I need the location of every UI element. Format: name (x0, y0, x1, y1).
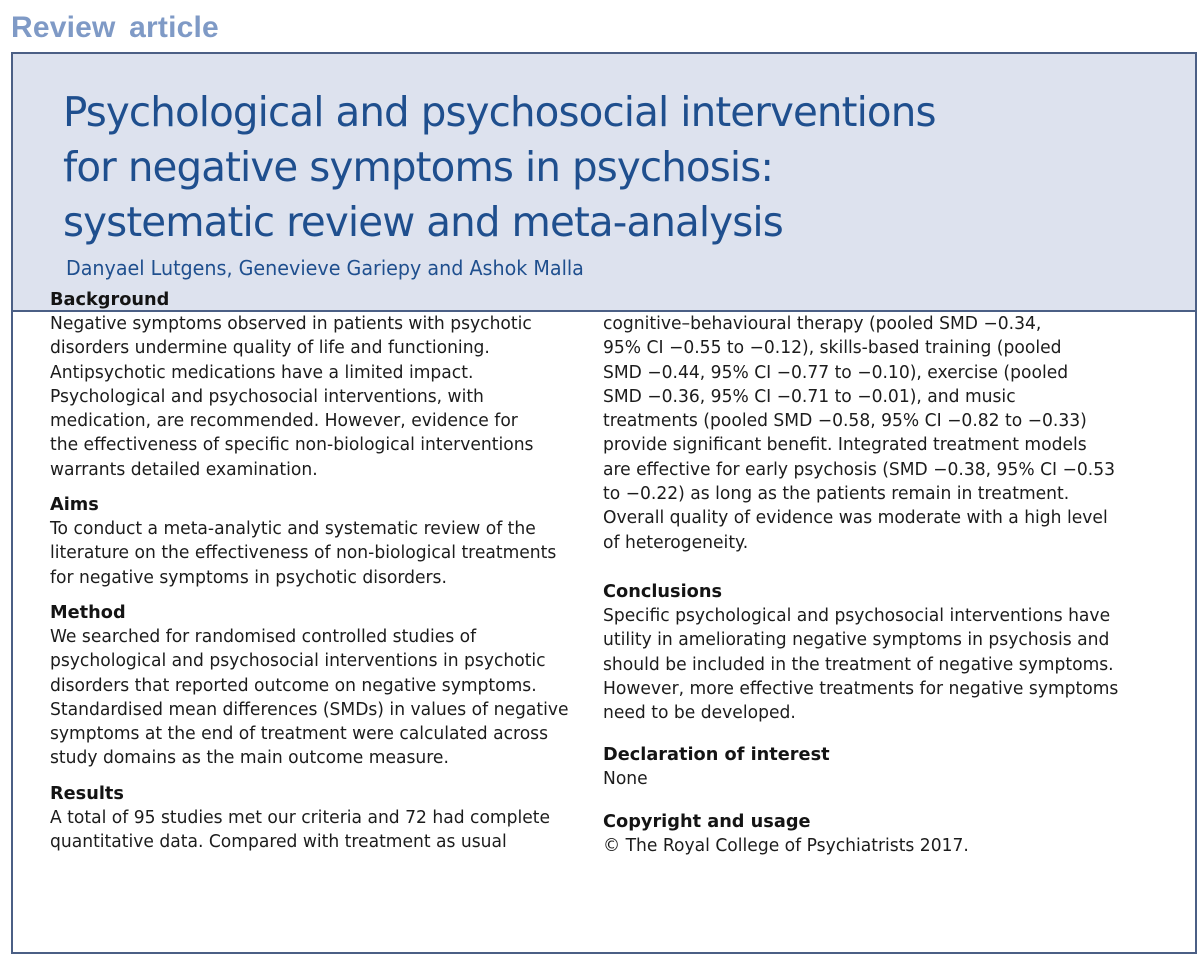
title-line: systematic review and meta-analysis (63, 198, 783, 246)
aims-section (50, 493, 582, 590)
method-text: We searched for randomised controlled studies of psychological and psychosocial interventions in psychotic disorders that reported outcome on negative symptoms. Standardised mean differences (SMDs) in values of negative symptoms at the end of treatment were calculated across study domains as the main outcome measure. (50, 626, 569, 769)
conclusions-heading: Conclusions (603, 580, 723, 602)
results-section (50, 782, 582, 855)
copyright-section (603, 810, 1155, 858)
aims-text: To conduct a meta-analytic and systematic review of the literature on the effectiveness of non-biological treatments for negative symptoms in psychotic disorders. (50, 519, 557, 588)
declaration-heading: Declaration of interest (603, 744, 830, 766)
aims-heading: Aims (50, 494, 99, 516)
results-text-part1: A total of 95 studies met our criteria and 72 had complete quantitative data. Compared with treatment as usual (50, 807, 551, 853)
article-title (63, 85, 1147, 250)
copyright-heading: Copyright and usage (603, 810, 811, 832)
title-line: for negative symptoms in psychosis: (63, 143, 774, 191)
title-panel (13, 54, 1195, 312)
conclusions-text: Specific psychological and psychosocial interventions have utility in ameliorating negative symptoms in psychosis and should be included in the treatment of negative symptoms. However, more effective treatments for negative symptoms need to be developed. (603, 605, 1119, 724)
conclusions-section (603, 580, 1155, 725)
method-section (50, 601, 582, 771)
copyright-text: © The Royal College of Psychiatrists 2017. (603, 835, 969, 856)
abstract-right-column (603, 312, 1155, 869)
results-text-part2: cognitive–behavioural therapy (pooled SMD −0.34, 95% CI −0.55 to −0.12), skills-based training (pooled SMD −0.44, 95% CI −0.77 to −0.10), exercise (pooled SMD −0.36, 95% CI −0.71 to −0.01), and music treatments (pooled SMD −0.58, 95% CI −0.82 to −0.33) provide significant benefit. Integrated treatment models are effective for early psychosis (SMD −0.38, 95% CI −0.53 to −0.22) as long as the patients remain in treatment. Overall quality of evidence was moderate with a high level of heterogeneity. (603, 314, 1116, 553)
results-heading: Results (50, 782, 124, 804)
declaration-section (603, 743, 1155, 791)
author-list: Danyael Lutgens, Genevieve Gariepy and Ashok Malla (66, 256, 584, 280)
abstract-left-column (50, 288, 582, 865)
title-line: Psychological and psychosocial interventions (63, 88, 936, 136)
method-heading: Method (50, 601, 126, 623)
background-heading: Background (50, 289, 170, 310)
background-text: Negative symptoms observed in patients with psychotic disorders undermine quality of life and functioning. Antipsychotic medications have a limited impact. Psychological and psychosocial interventions, with medication, are recommended. However, evidence for the effectiveness of specific non-biological interventions warrants detailed examination. (50, 314, 534, 480)
background-section (50, 288, 582, 482)
section-label: Review article (11, 11, 219, 44)
declaration-text: None (603, 769, 648, 790)
results-continued (603, 312, 1155, 555)
